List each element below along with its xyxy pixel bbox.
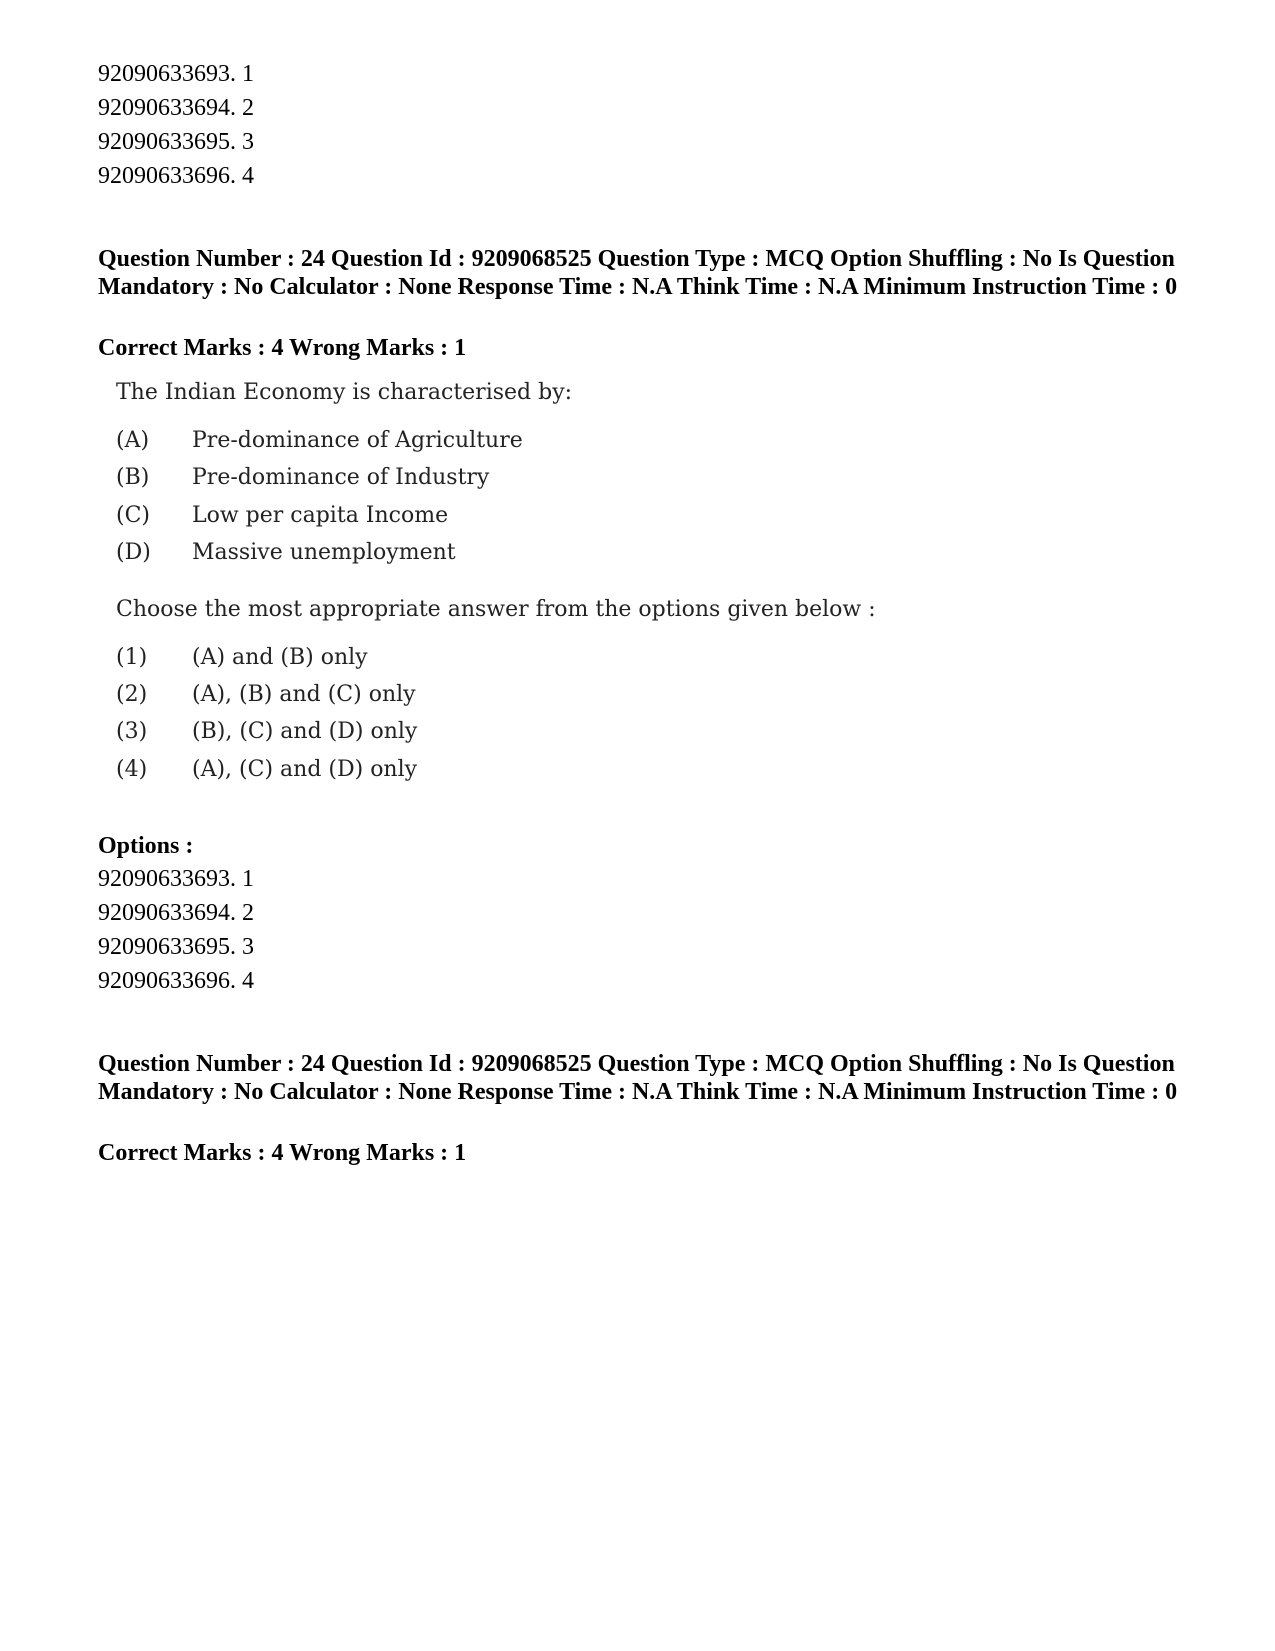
choice-label: (3) <box>116 719 148 744</box>
question-meta: Question Number : 24 Question Id : 9209068525 Question Type : MCQ Option Shuffling : No Is Question Mandatory : No Calculator : None Response Time : N.A Think Time : N.A Minimum Instruction Time : 0 <box>98 246 1178 300</box>
statement-label: (D) <box>116 540 151 565</box>
option-line: 92090633696. 4 <box>98 163 254 189</box>
statement-label: (B) <box>116 465 150 490</box>
statement-label: (C) <box>116 503 150 528</box>
choice-item <box>0 645 600 671</box>
options-heading: Options : <box>98 833 194 859</box>
question-marks: Correct Marks : 4 Wrong Marks : 1 <box>98 1140 467 1166</box>
option-line: 92090633694. 2 <box>98 900 254 926</box>
choice-label: (2) <box>116 682 148 707</box>
choice-item <box>0 757 600 783</box>
option-line: 92090633696. 4 <box>98 968 254 994</box>
choice-text: (B), (C) and (D) only <box>192 719 418 744</box>
statement-text: Pre-dominance of Industry <box>192 465 490 490</box>
statement-text: Massive unemployment <box>192 540 456 565</box>
choice-text: (A), (B) and (C) only <box>192 682 416 707</box>
option-line: 92090633695. 3 <box>98 934 254 960</box>
choice-item <box>0 719 600 745</box>
question-marks: Correct Marks : 4 Wrong Marks : 1 <box>98 335 467 361</box>
statement-label: (A) <box>116 428 150 453</box>
statement-item <box>0 503 600 529</box>
option-line: 92090633693. 1 <box>98 61 254 87</box>
choice-text: (A), (C) and (D) only <box>192 757 418 782</box>
choice-item <box>0 682 600 708</box>
statement-item <box>0 465 600 491</box>
option-line: 92090633695. 3 <box>98 129 254 155</box>
statement-item <box>0 428 600 454</box>
question-instruction: Choose the most appropriate answer from the options given below : <box>116 597 876 622</box>
choice-text: (A) and (B) only <box>192 645 368 670</box>
option-line: 92090633694. 2 <box>98 95 254 121</box>
choice-label: (1) <box>116 645 148 670</box>
statement-text: Low per capita Income <box>192 503 449 528</box>
statement-text: Pre-dominance of Agriculture <box>192 428 523 453</box>
question-meta: Question Number : 24 Question Id : 9209068525 Question Type : MCQ Option Shuffling : No Is Question Mandatory : No Calculator : None Response Time : N.A Think Time : N.A Minimum Instruction Time : 0 <box>98 1051 1178 1105</box>
statement-item <box>0 540 600 566</box>
question-stem: The Indian Economy is characterised by: <box>116 380 573 405</box>
choice-label: (4) <box>116 757 148 782</box>
option-line: 92090633693. 1 <box>98 866 254 892</box>
